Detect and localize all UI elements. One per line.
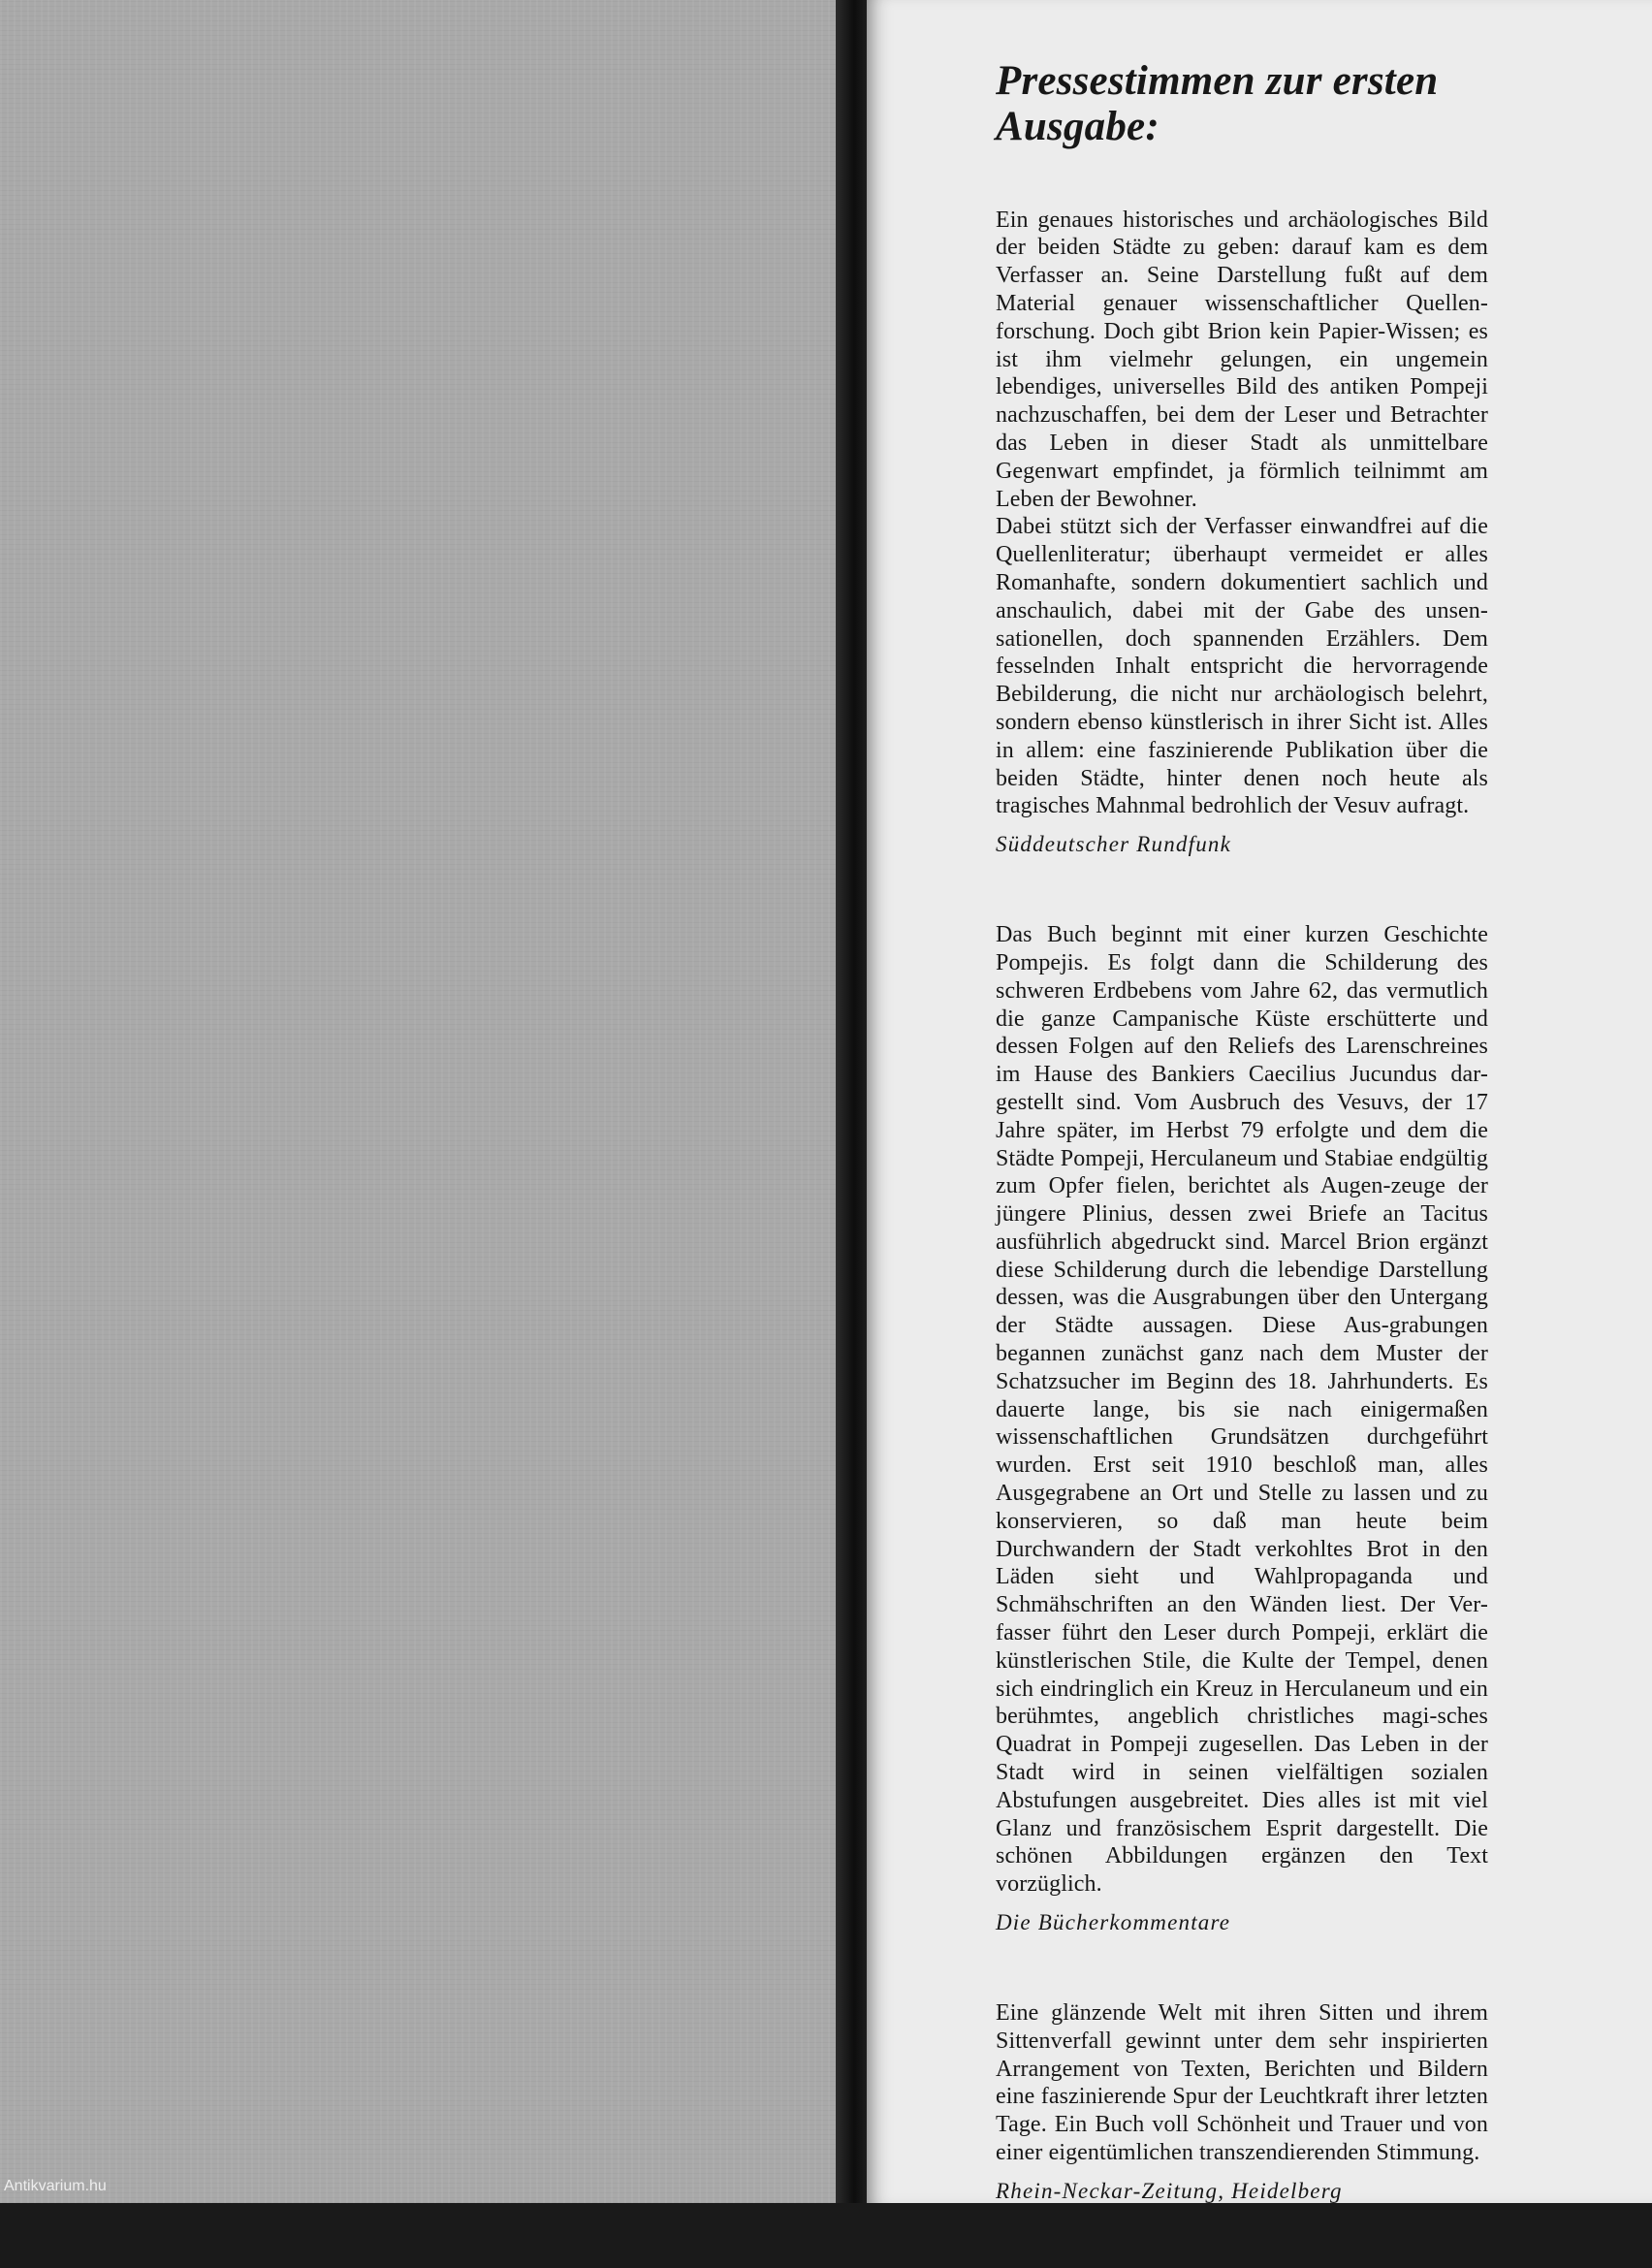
book-page [867,0,1652,2203]
review-paragraph: Eine glänzende Welt mit ihren Sitten und ihrem Sittenverfall gewinnt unter dem sehr inspirierten Arrangement von Texten, Berichten und Bildern eine faszinierende Spur der Leuchtkraft ihrer letzten Tage. Ein Buch voll Schönheit und Trauer und von einer eigentümlichen transzendierenden Stimmung. [996,2000,1488,2165]
review-source: Süddeutscher Rundfunk [996,832,1232,857]
review-paragraph: Dabei stützt sich der Verfasser einwandfrei auf die Quellenliteratur; überhaupt vermeidet er alles Romanhafte, sondern dokumentiert sachlich und anschaulich, dabei mit der Gabe des unsen-sationellen, doch spannenden Erzählers. Dem fesselnden Inhalt entspricht die hervorragende Bebilderung, die nicht nur archäologisch belehrt, sondern ebenso künstlerisch in ihrer Sicht ist. Alles in allem: eine faszinierende Publikation über die beiden Städte, hinter denen noch heute als tragisches Mahnmal bedrohlich der Vesuv aufragt. [996,514,1488,819]
review-2 [996,921,1488,1935]
book-cover-back [0,0,836,2203]
book-spine [836,0,867,2203]
page-content [996,58,1488,2268]
page-heading: Pressestimmen zur ersten Ausgabe: [996,58,1439,150]
review-3 [996,1999,1488,2204]
review-paragraph: Das Buch beginnt mit einer kurzen Geschichte Pompejis. Es folgt dann die Schilderung des schweren Erdbebens vom Jahre 62, das vermutlich die ganze Campanische Küste erschütterte und dessen Folgen auf den Reliefs des Larenschreines im Hause des Bankiers Caecilius Jucundus dar-gestellt sind. Vom Ausbruch des Vesuvs, der 17 Jahre später, im Herbst 79 erfolgte und dem die Städte Pompeji, Herculaneum und Stabiae endgültig zum Opfer fielen, berichtet als Augen-zeuge der jüngere Plinius, dessen zwei Briefe an Tacitus ausführlich abgedruckt sind. Marcel Brion ergänzt diese Schilderung durch die lebendige Darstellung dessen, was die Ausgrabungen über den Untergang der Städte aussagen. Diese Aus-grabungen begannen zunächst ganz nach dem Muster der Schatzsucher im Beginn des 18. Jahrhunderts. Es dauerte lange, bis sie nach einigermaßen wissenschaftlichen Grundsätzen durchgeführt wurden. Erst seit 1910 beschloß man, alles Ausgegrabene an Ort und Stelle zu lassen und zu konservieren, so daß man heute beim Durchwandern der Stadt verkohltes Brot in den Läden sieht und Wahlpropaganda und Schmähschriften an den Wänden liest. Der Ver-fasser führt den Leser durch Pompeji, erklärt die künstlerischen Stile, die Kulte der Tempel, denen sich eindringlich ein Kreuz in Herculaneum und ein berühmtes, angeblich christliches magi-sches Quadrat in Pompeji zugesellen. Das Leben in der Stadt wird in seinen vielfältigen sozialen Abstufungen ausgebreitet. Dies alles ist mit viel Glanz und französischem Esprit dargestellt. Die schönen Abbildungen ergänzen den Text vorzüglich. [996,922,1488,1898]
watermark-text: Antikvarium.hu [4,2178,107,2194]
review-source: Die Bücherkommentare [996,1910,1231,1935]
review-source: Rhein-Neckar-Zeitung, Heidelberg [996,2178,1343,2203]
review-paragraph: Ein genaues historisches und archäologisches Bild der beiden Städte zu geben: darauf kam es dem Verfasser an. Seine Darstellung fußt auf dem Material genauer wissenschaftlicher Quellen-forschung. Doch gibt Brion kein Papier-Wissen; es ist ihm vielmehr gelungen, ein ungemein lebendiges, universelles Bild des antiken Pompeji nachzuschaffen, bei dem der Leser und Betrachter das Leben in dieser Stadt als unmittelbare Gegenwart empfindet, ja förmlich teilnimmt am Leben der Bewohner. [996,207,1488,512]
review-1 [996,207,1488,858]
